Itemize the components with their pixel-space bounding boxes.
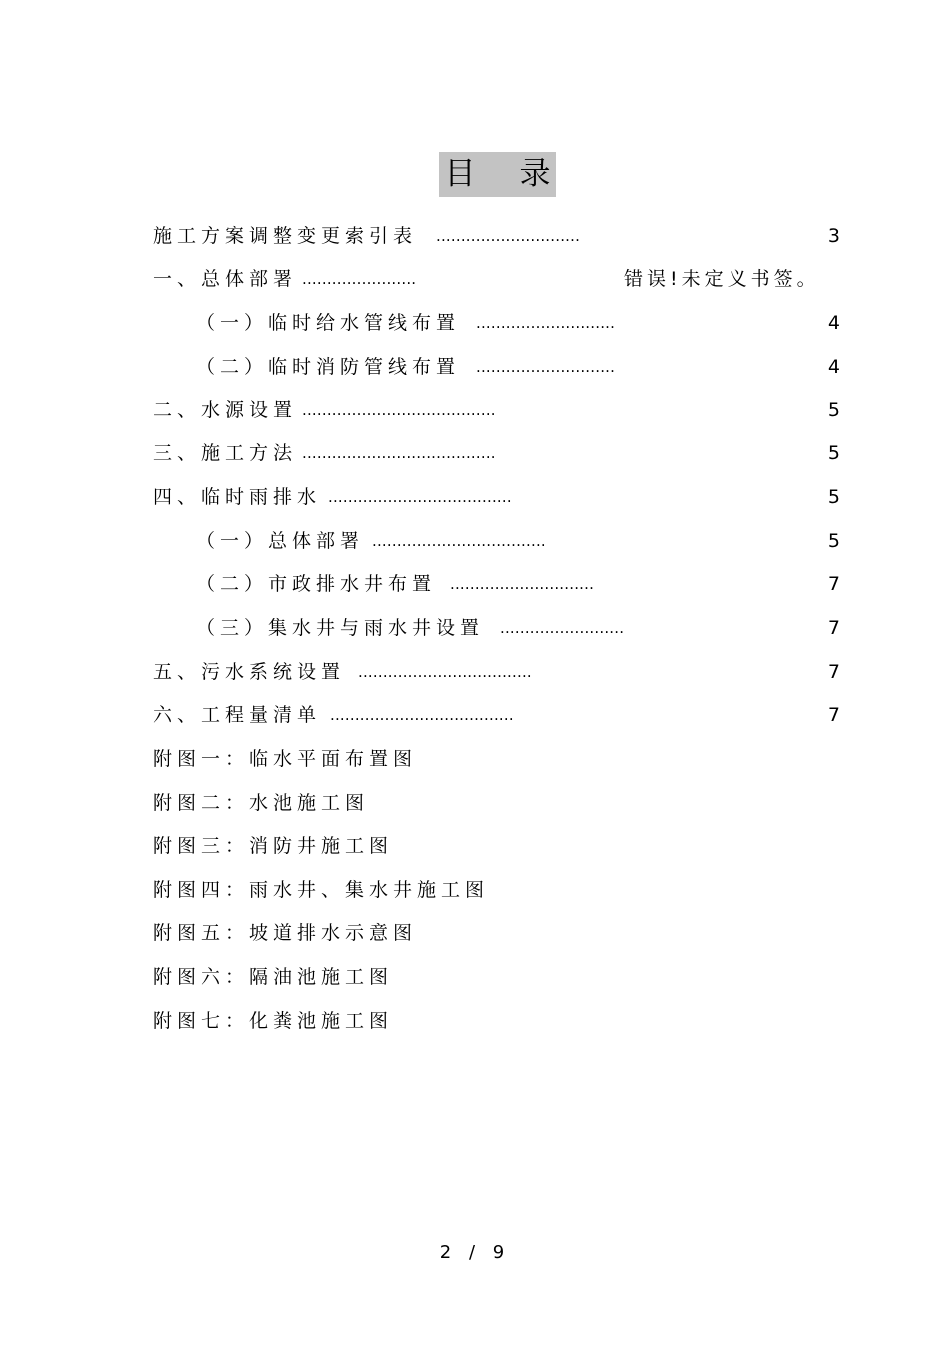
toc-entry-label: （二）市政排水井布置: [196, 573, 437, 595]
toc-entry-page: 3: [827, 225, 840, 247]
toc-entry-leader: ...................................: [358, 663, 532, 681]
appendix-item: 附图二：水池施工图: [153, 792, 370, 814]
toc-entry[interactable]: [0, 395, 950, 425]
toc-entry[interactable]: [0, 221, 950, 251]
toc-entry-page: 7: [827, 573, 840, 595]
toc-entry[interactable]: [0, 438, 950, 468]
toc-entry-leader: .......................................: [302, 401, 496, 419]
toc-entry-page: 7: [827, 617, 840, 639]
appendix-item: 附图四：雨水井、集水井施工图: [153, 879, 490, 901]
toc-entry[interactable]: [0, 264, 950, 294]
toc-entry-label: 五、污水系统设置: [153, 661, 346, 683]
toc-entry-label: （二）临时消防管线布置: [196, 356, 461, 378]
toc-entry-page: 5: [827, 530, 840, 552]
toc-entry-label: 三、施工方法: [153, 442, 298, 464]
toc-entry[interactable]: [0, 569, 950, 599]
toc-entry-label: （三）集水井与雨水井设置: [196, 617, 485, 639]
toc-entry-error: 错误!未定义书签。: [624, 268, 820, 290]
toc-entry-leader: .............................: [450, 575, 595, 593]
toc-entry-label: （一）临时给水管线布置: [196, 312, 461, 334]
toc-entry-page: 5: [827, 399, 840, 421]
toc-entry-page: 5: [827, 486, 840, 508]
toc-title-char-1: 目: [444, 156, 476, 192]
toc-entry-page: 4: [827, 312, 840, 334]
toc-entry-label: 四、临时雨排水: [153, 486, 322, 508]
page-indicator: 2 / 9: [439, 1242, 511, 1263]
appendix-item: 附图一：临水平面布置图: [153, 748, 418, 770]
appendix-item: 附图七：化粪池施工图: [153, 1010, 394, 1032]
appendix-item: 附图六：隔油池施工图: [153, 966, 394, 988]
toc-title: [439, 152, 556, 197]
toc-entry-leader: ...................................: [372, 532, 546, 550]
toc-entry[interactable]: [0, 308, 950, 338]
toc-entry[interactable]: [0, 613, 950, 643]
toc-entry-leader: .............................: [436, 227, 581, 245]
toc-entry-leader: .........................: [500, 619, 625, 637]
toc-entry-page: 5: [827, 442, 840, 464]
toc-entry-page: 7: [827, 704, 840, 726]
toc-entry-label: 一、总体部署: [153, 268, 298, 290]
toc-entry-leader: .......................................: [302, 444, 496, 462]
toc-entry-leader: .....................................: [330, 706, 514, 724]
toc-entry-leader: ............................: [476, 358, 616, 376]
toc-entry-label: 六、工程量清单: [153, 704, 322, 726]
toc-entry[interactable]: [0, 700, 950, 730]
toc-entry-label: 施工方案调整变更索引表: [153, 225, 418, 247]
toc-entry-label: （一）总体部署: [196, 530, 365, 552]
toc-entry[interactable]: [0, 352, 950, 382]
toc-entry-page: 4: [827, 356, 840, 378]
toc-title-char-2: 录: [519, 156, 551, 192]
toc-entry[interactable]: [0, 482, 950, 512]
toc-entry[interactable]: [0, 657, 950, 687]
appendix-item: 附图三：消防井施工图: [153, 835, 394, 857]
toc-entry-label: 二、水源设置: [153, 399, 298, 421]
toc-entry-page: 7: [827, 661, 840, 683]
toc-entry-leader: .......................: [302, 270, 417, 288]
appendix-item: 附图五：坡道排水示意图: [153, 922, 418, 944]
toc-entry[interactable]: [0, 526, 950, 556]
toc-entry-leader: .....................................: [328, 488, 512, 506]
toc-entry-leader: ............................: [476, 314, 616, 332]
